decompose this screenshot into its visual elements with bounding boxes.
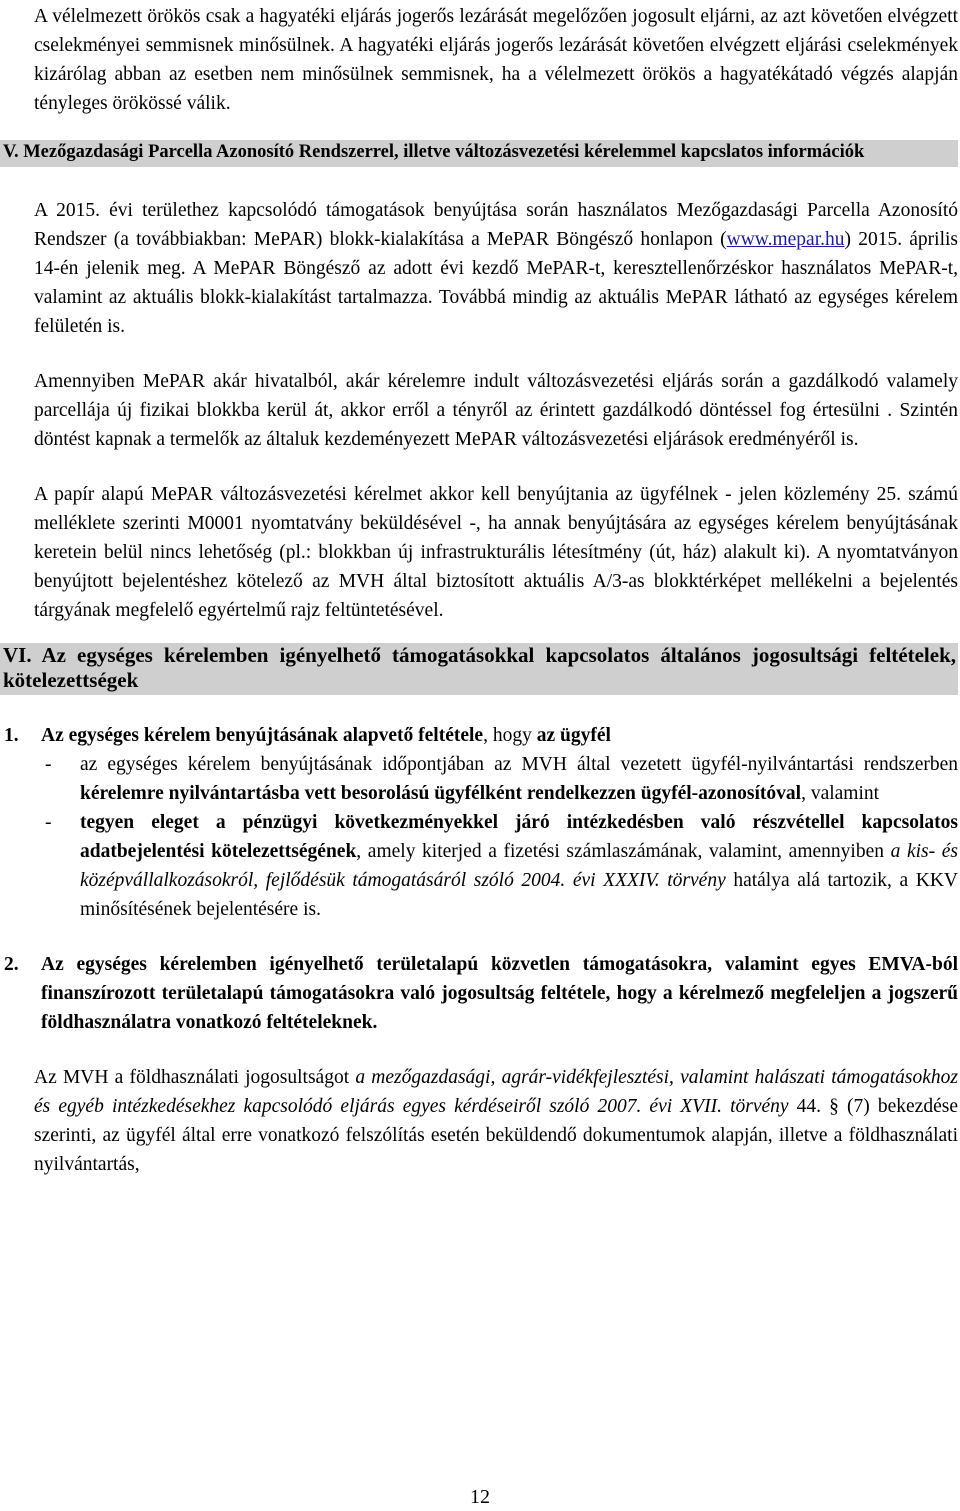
item1-plain-1: , hogy: [483, 725, 537, 746]
item-number-1: 1.: [4, 725, 19, 746]
bullet1-end: , valamint: [801, 783, 880, 804]
bullet2-end: hatálya alá tartozik, a KKV minősítésének bejelentésére is.: [80, 870, 958, 920]
paragraph-paper-request: A papír alapú MePAR változásvezetési kérelmet akkor kell benyújtania az ügyfélnek - jelen közlemény 25. számú melléklete szerinti M0001 nyomtatvány beküldésével -, ha annak benyújtására az egységes kérelem benyújtásának keretein belül nincs lehetőség (pl.: blokkban új infrastrukturális létesítmény (út, ház) alakult ki). A nyomtatványon benyújtott bejelentéshez kötelező az MVH által biztosított aktuális A/3-as blokktérképet mellékelni a bejelentés tárgyának megfelelő egyértelmű rajz feltüntetésével.: [34, 484, 958, 621]
paragraph-change-procedure: Amennyiben MePAR akár hivatalból, akár kérelemre indult változásvezetési eljárás során a gazdálkodó valamely parcellája új fizikai blokkba kerül át, akkor erről a tényről az érintett gazdálkodó döntéssel fog értesülni . Szintén döntést kapnak a termelők az általuk kezdeményezett MePAR változásvezetési eljárások eredményéről is.: [34, 371, 958, 450]
land-use-italic: a mezőgazdasági, agrár-vidékfejlesztési, valamint halászati támogatásokhoz és egyéb intézkedésekhez kapcsolódó eljárás egyes kérdéseiről szóló 2007. évi XVII. törvény: [34, 1067, 958, 1117]
dash-bullet: -: [45, 812, 52, 833]
bullet1-bold: kérelemre nyilvántartásba vett besorolású ügyfélként rendelkezzen ügyfél-azonosítóval: [80, 783, 802, 804]
mepar-info-text-1: A 2015. évi területhez kapcsolódó támogatások benyújtása során használatos Mezőgazdasági Parcella Azonosító Rendszer (a továbbiakban: MePAR) blokk-kialakítása a MePAR Böngésző honlapon (: [34, 200, 958, 250]
mepar-link[interactable]: www.mepar.hu: [726, 229, 845, 250]
bullet2-plain: , amely kiterjed a fizetési számlaszámának, valamint, amennyiben: [356, 841, 891, 862]
land-use-plain-2: 44. § (7) bekezdése szerinti, az ügyfél által erre vonatkozó felszólítás esetén beküldendő dokumentumok alapján, illetve a földhasználati nyilvántartás,: [34, 1096, 958, 1175]
paragraph-intro: A vélelmezett örökös csak a hagyatéki eljárás jogerős lezárását megelőzően jogosult eljárni, az azt követően elvégzett cselekményei semmisnek minősülnek. A hagyatéki eljárás jogerős lezárását követően elvégzett eljárási cselekmények kizárólag abban az esetben nem minősülnek semmisnek, ha a vélelmezett örökös a hagyatékátadó végzés alapján tényleges örökössé válik.: [34, 6, 958, 114]
item-number-2: 2.: [4, 954, 19, 975]
paragraph-mepar-info: [34, 196, 958, 341]
bullet1-plain: az egységes kérelem benyújtásának időpontjában az MVH által vezetett ügyfél-nyilvántartási rendszerben: [80, 754, 958, 775]
section-heading-v: V. Mezőgazdasági Parcella Azonosító Rendszerrel, illetve változásvezetési kérelemmel kapcslatos információk: [0, 140, 958, 167]
bullet2-italic: a kis- és középvállalkozásokról, fejlődésük támogatásáról szóló 2004. évi XXXIV. törvény: [80, 841, 958, 891]
numbered-item-1: [0, 721, 958, 750]
item1-bold-1: Az egységes kérelem benyújtásának alapvető feltétele: [41, 725, 484, 746]
numbered-item-2: [0, 950, 958, 1037]
mepar-info-text-2: ) 2015. április 14-én jelenik meg. A MePAR Böngésző az adott évi kezdő MePAR-t, keresztellenőrzéskor használatos MePAR-t, valamint az aktuális blokk-kialakítást tartalmazza. Továbbá mindig az aktuális MePAR látható az egységes kérelem felületén is.: [34, 229, 958, 337]
bullet2-bold: tegyen eleget a pénzügyi következményekkel járó intézkedésben való részvétellel kapcsolatos adatbejelentési kötelezettségének: [80, 812, 958, 862]
page-number: 12: [470, 1486, 490, 1508]
land-use-plain-1: Az MVH a földhasználati jogosultságot: [34, 1067, 356, 1088]
item1-bold-2: az ügyfél: [536, 725, 611, 746]
dash-bullet: -: [45, 754, 52, 775]
document-page: [0, 2, 960, 1511]
section-heading-vi: VI. Az egységes kérelemben igényelhető támogatásokkal kapcsolatos általános jogosultsági feltételek, kötelezettségek: [0, 643, 958, 695]
dash-item-1: [0, 750, 958, 808]
paragraph-land-use: [34, 1063, 958, 1179]
dash-item-2: [0, 808, 958, 924]
item2-text: Az egységes kérelemben igényelhető területalapú közvetlen támogatásokra, valamint egyes EMVA-ból finanszírozott területalapú támogatásokra való jogosultság feltétele, hogy a kérelmező megfeleljen a jogszerű földhasználatra vonatkozó feltételeknek.: [41, 954, 958, 1033]
